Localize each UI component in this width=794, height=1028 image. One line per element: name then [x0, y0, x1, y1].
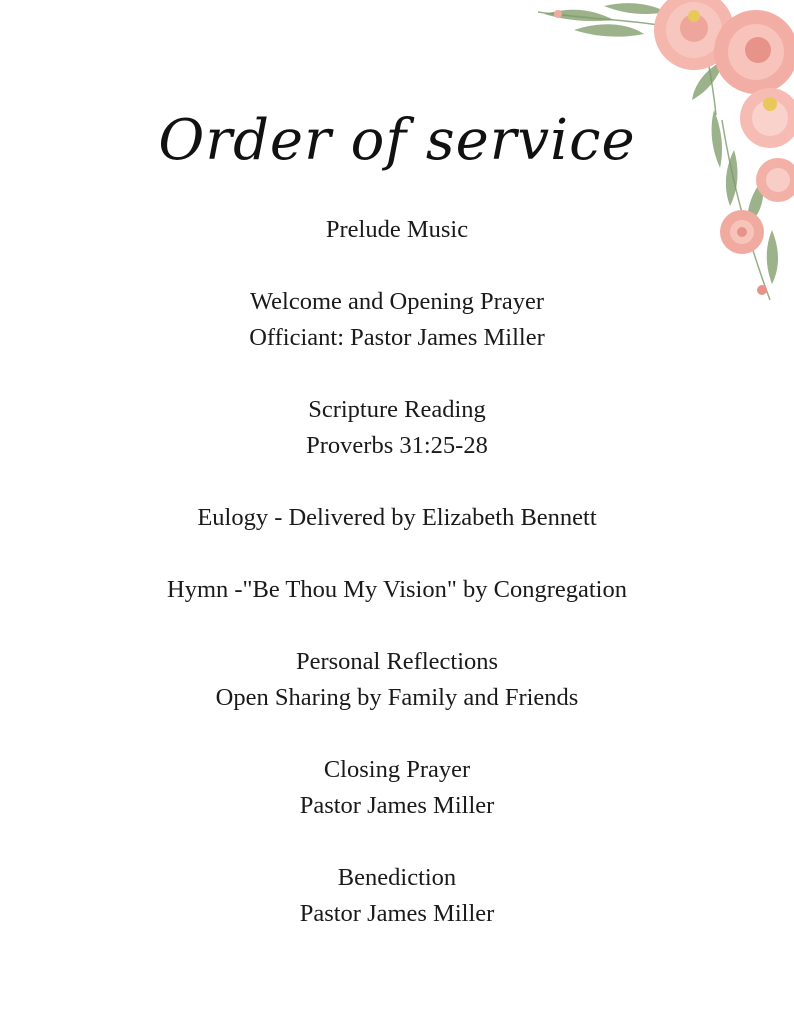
program-item-detail: Pastor James Miller	[299, 792, 495, 819]
program-item-detail: Pastor James Miller	[299, 900, 495, 927]
program-section	[0, 644, 794, 716]
program-section	[0, 860, 794, 932]
program-section	[0, 572, 794, 608]
service-program	[0, 212, 794, 968]
program-section	[0, 500, 794, 536]
program-item-title: Prelude Music	[325, 216, 469, 243]
program-section	[0, 752, 794, 824]
page-title: Order of service	[158, 108, 636, 173]
program-item-title: Benediction	[337, 864, 457, 891]
program-section	[0, 392, 794, 464]
program-section	[0, 212, 794, 248]
program-item-title: Personal Reflections	[295, 648, 499, 675]
program-item-title: Eulogy - Delivered by Elizabeth Bennett	[197, 504, 597, 531]
program-section	[0, 284, 794, 356]
program-item-detail: Officiant: Pastor James Miller	[249, 324, 545, 351]
program-item-detail: Proverbs 31:25-28	[306, 432, 488, 459]
program-item-title: Hymn -"Be Thou My Vision" by Congregation	[167, 576, 627, 603]
program-item-detail: Open Sharing by Family and Friends	[215, 684, 579, 711]
program-item-title: Closing Prayer	[323, 756, 471, 783]
program-item-title: Welcome and Opening Prayer	[250, 288, 544, 315]
program-item-title: Scripture Reading	[308, 396, 486, 423]
